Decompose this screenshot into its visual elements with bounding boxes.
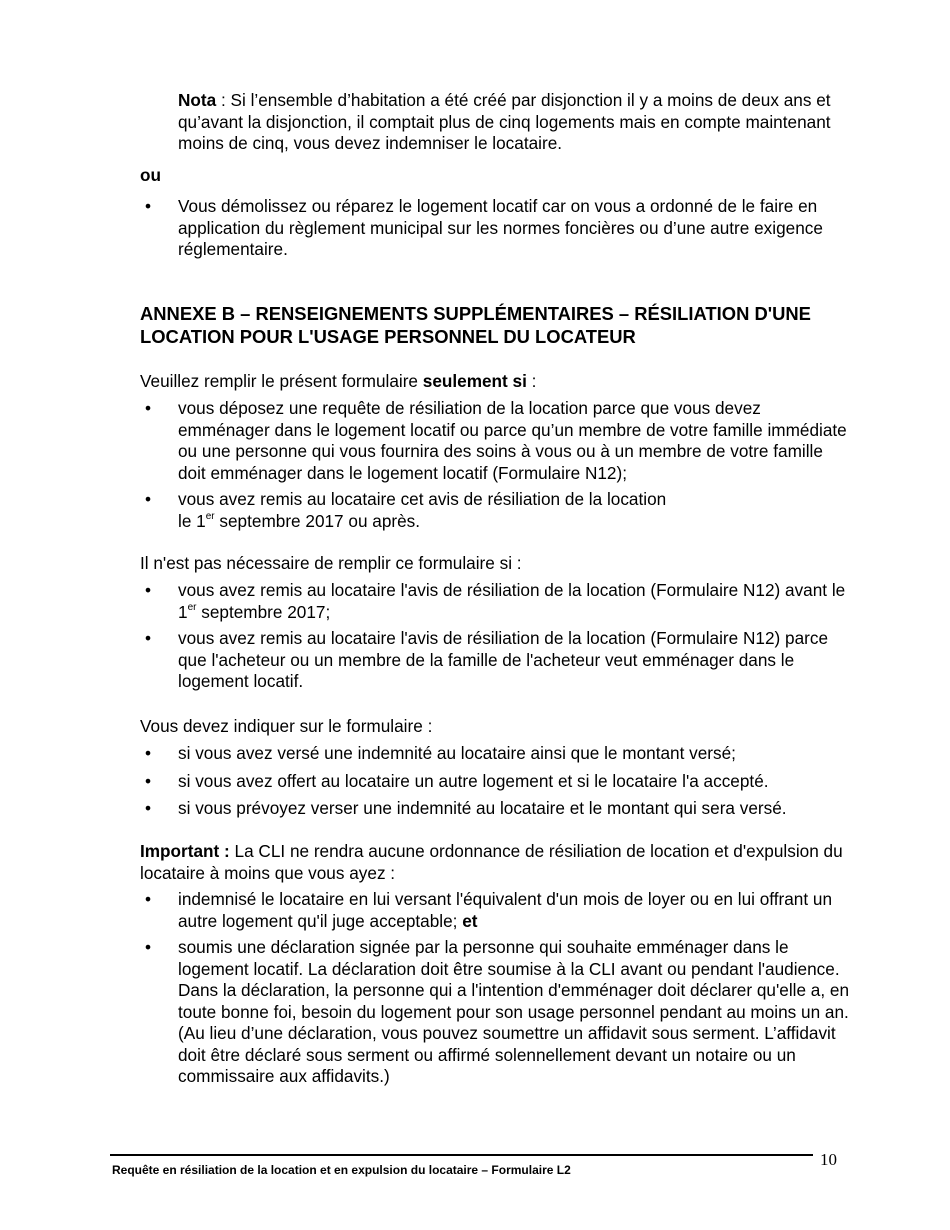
list-item: • indemnisé le locataire en lui versant l'équivalent d'un mois de loyer ou en lui offrant un autre logement qu'il juge acceptable; et [140, 889, 850, 932]
list-item: • vous avez remis au locataire cet avis de résiliation de la location le 1er septembre 2017 ou après. [140, 489, 850, 532]
ou-label: ou [140, 165, 161, 185]
nota-text: : Si l’ensemble d’habitation a été créé par disjonction il y a moins de deux ans et qu’avant la disjonction, il comptait plus de cinq logements mais en compte maintenant moins de cinq, vous devez indemniser le locataire. [178, 90, 831, 153]
list-item: • soumis une déclaration signée par la personne qui souhaite emménager dans le logement locatif. La déclaration doit être soumise à la CLI avant ou pendant l'audience. Dans la déclaration, la personne qui a l'intention d'emménager doit déclarer qu'elle a, en toute bonne foi, besoin du logement pour son usage personnel pendant au moins un an. (Au lieu d’une déclaration, vous pouvez soumettre un affidavit sous serment. L’affidavit doit être déclaré sous serment ou affirmé solennellement devant un notaire ou un commissaire aux affidavits.) [140, 937, 850, 1088]
page-number: 10 [820, 1150, 837, 1169]
important-label: Important : [140, 841, 230, 861]
indicate-list [140, 743, 850, 820]
indicate-intro: Vous devez indiquer sur le formulaire : [140, 716, 433, 736]
list-item: • Vous démolissez ou réparez le logement locatif car on vous a ordonné de le faire en application du règlement municipal sur les normes foncières ou d’une autre exigence réglementaire. [140, 196, 850, 261]
demolition-list [140, 196, 850, 261]
annex-title: ANNEXE B – RENSEIGNEMENTS SUPPLÉMENTAIRES – RÉSILIATION D'UNE LOCATION POUR L'USAGE PERSONNEL DU LOCATEUR [140, 303, 811, 347]
footer-rule [110, 1154, 813, 1156]
list-item: • vous avez remis au locataire l'avis de résiliation de la location (Formulaire N12) parce que l'acheteur ou un membre de la famille de l'acheteur veut emménager dans le logement locatif. [140, 628, 850, 693]
no-need-list [140, 580, 850, 693]
fill-intro: Veuillez remplir le présent formulaire seulement si : [140, 371, 537, 391]
list-item: • vous déposez une requête de résiliation de la location parce que vous devez emménager dans le logement locatif ou parce qu’un membre de votre famille immédiate ou une personne qui vous fournira des soins à vous ou à un membre de votre famille doit emménager dans le logement locatif (Formulaire N12); [140, 398, 850, 484]
list-item: • si vous avez offert au locataire un autre logement et si le locataire l'a accepté. [140, 771, 850, 793]
important-list [140, 889, 850, 1088]
list-item: • vous avez remis au locataire l'avis de résiliation de la location (Formulaire N12) avant le 1er septembre 2017; [140, 580, 850, 623]
no-need-intro: Il n'est pas nécessaire de remplir ce formulaire si : [140, 553, 522, 573]
nota-paragraph [178, 90, 850, 155]
list-item: • si vous avez versé une indemnité au locataire ainsi que le montant versé; [140, 743, 850, 765]
fill-list [140, 398, 850, 532]
important-paragraph: Important : La CLI ne rendra aucune ordonnance de résiliation de location et d'expulsion du locataire à moins que vous ayez : [140, 841, 843, 883]
footer-text: Requête en résiliation de la location et en expulsion du locataire – Formulaire L2 [112, 1163, 571, 1177]
nota-label: Nota [178, 90, 217, 110]
list-item: • si vous prévoyez verser une indemnité au locataire et le montant qui sera versé. [140, 798, 850, 820]
